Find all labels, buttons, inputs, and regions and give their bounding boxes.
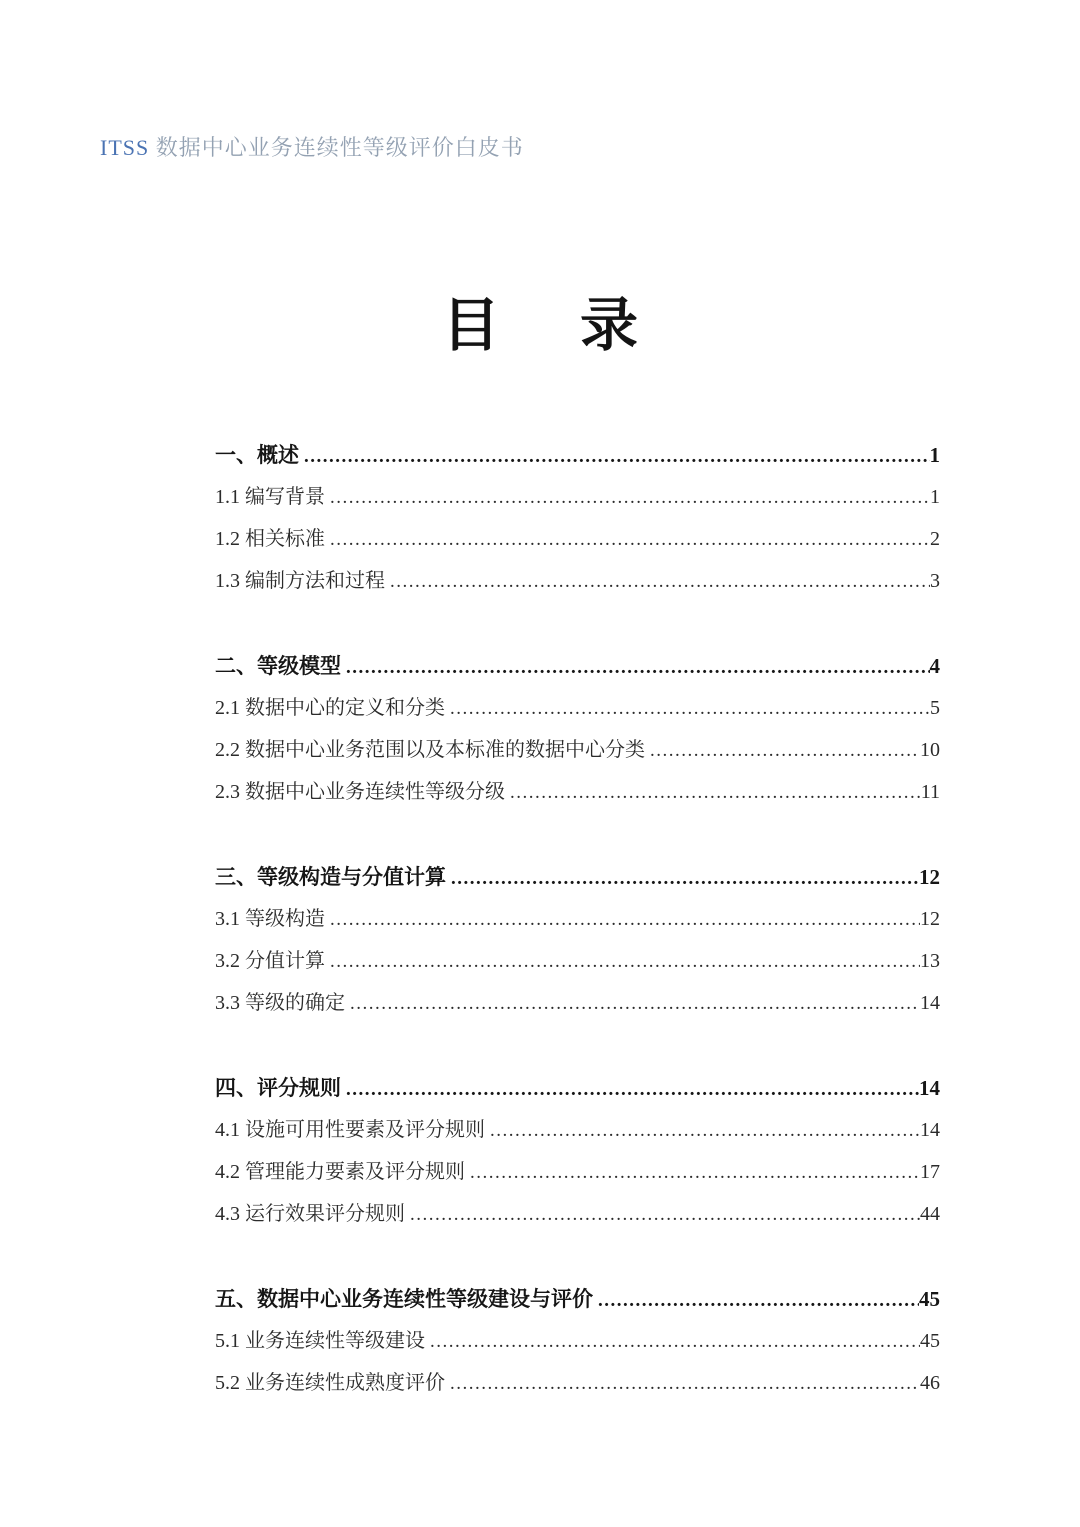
toc-entry-page: 45 bbox=[920, 1330, 940, 1352]
toc-entry-page: 14 bbox=[919, 1076, 940, 1100]
toc-entry-label: 三、等级构造与分值计算 bbox=[215, 865, 446, 889]
toc-entry[interactable] bbox=[215, 729, 940, 771]
toc-entry-page: 46 bbox=[920, 1372, 940, 1394]
toc-leader-dots bbox=[446, 858, 919, 900]
toc-entry[interactable] bbox=[215, 1067, 940, 1109]
toc-entry-label: 1.2 相关标准 bbox=[215, 528, 325, 550]
toc-leader-dots bbox=[385, 561, 930, 603]
toc-entry-label: 二、等级模型 bbox=[215, 654, 341, 678]
toc-entry-page: 3 bbox=[930, 570, 940, 592]
toc-entry[interactable] bbox=[215, 476, 940, 518]
document-header bbox=[100, 131, 524, 162]
toc-leader-dots bbox=[345, 983, 920, 1025]
toc-leader-dots bbox=[405, 1194, 920, 1236]
toc-entry-label: 2.1 数据中心的定义和分类 bbox=[215, 697, 445, 719]
toc-leader-dots bbox=[645, 730, 920, 772]
toc-entry-page: 12 bbox=[919, 865, 940, 889]
page-title-char-2: 录 bbox=[580, 293, 639, 358]
toc-entry[interactable] bbox=[215, 645, 940, 687]
toc-entry[interactable] bbox=[215, 1278, 940, 1320]
toc-entry-label: 4.3 运行效果评分规则 bbox=[215, 1203, 405, 1225]
toc-entry[interactable] bbox=[215, 856, 940, 898]
toc-entry-page: 13 bbox=[920, 950, 940, 972]
toc-entry[interactable] bbox=[215, 560, 940, 602]
table-of-contents bbox=[215, 434, 940, 1404]
toc-group bbox=[215, 1067, 940, 1235]
toc-entry[interactable] bbox=[215, 940, 940, 982]
toc-entry-label: 5.1 业务连续性等级建设 bbox=[215, 1330, 425, 1352]
toc-entry-label: 3.2 分值计算 bbox=[215, 950, 325, 972]
toc-leader-dots bbox=[341, 1069, 919, 1111]
toc-leader-dots bbox=[593, 1280, 919, 1322]
toc-leader-dots bbox=[485, 1110, 920, 1152]
header-doc-title: 数据中心业务连续性等级评价白皮书 bbox=[155, 135, 524, 160]
toc-entry[interactable] bbox=[215, 898, 940, 940]
toc-leader-dots bbox=[465, 1152, 920, 1194]
toc-entry-label: 五、数据中心业务连续性等级建设与评价 bbox=[215, 1287, 593, 1311]
toc-entry-page: 4 bbox=[929, 654, 940, 678]
toc-group bbox=[215, 645, 940, 813]
toc-leader-dots bbox=[445, 688, 930, 730]
toc-entry-label: 4.1 设施可用性要素及评分规则 bbox=[215, 1119, 485, 1141]
toc-entry[interactable] bbox=[215, 1362, 940, 1404]
toc-entry[interactable] bbox=[215, 771, 940, 813]
toc-entry[interactable] bbox=[215, 434, 940, 476]
toc-entry-label: 3.1 等级构造 bbox=[215, 908, 325, 930]
toc-entry-page: 14 bbox=[920, 992, 940, 1014]
toc-entry-page: 1 bbox=[929, 443, 940, 467]
toc-group bbox=[215, 434, 940, 602]
toc-group bbox=[215, 1278, 940, 1404]
toc-leader-dots bbox=[505, 772, 921, 814]
toc-entry-label: 一、概述 bbox=[215, 443, 299, 467]
toc-entry-page: 1 bbox=[930, 486, 940, 508]
toc-entry-label: 1.1 编写背景 bbox=[215, 486, 325, 508]
toc-entry-label: 2.2 数据中心业务范围以及本标准的数据中心分类 bbox=[215, 739, 645, 761]
toc-leader-dots bbox=[445, 1363, 920, 1405]
toc-entry-page: 44 bbox=[920, 1203, 940, 1225]
toc-entry-page: 14 bbox=[920, 1119, 940, 1141]
toc-entry-label: 1.3 编制方法和过程 bbox=[215, 570, 385, 592]
toc-entry-page: 17 bbox=[920, 1161, 940, 1183]
toc-entry-label: 5.2 业务连续性成熟度评价 bbox=[215, 1372, 445, 1394]
toc-entry[interactable] bbox=[215, 1109, 940, 1151]
toc-leader-dots bbox=[341, 647, 930, 689]
toc-leader-dots bbox=[325, 899, 920, 941]
toc-entry-page: 10 bbox=[920, 739, 940, 761]
toc-entry-label: 2.3 数据中心业务连续性等级分级 bbox=[215, 781, 505, 803]
toc-entry-page: 5 bbox=[930, 697, 940, 719]
toc-entry-label: 4.2 管理能力要素及评分规则 bbox=[215, 1161, 465, 1183]
toc-leader-dots bbox=[325, 477, 930, 519]
toc-entry[interactable] bbox=[215, 1320, 940, 1362]
toc-entry-page: 45 bbox=[919, 1287, 940, 1311]
toc-entry-label: 四、评分规则 bbox=[215, 1076, 341, 1100]
toc-entry[interactable] bbox=[215, 1193, 940, 1235]
toc-entry-page: 11 bbox=[920, 781, 940, 803]
page-title-char-1: 目 bbox=[441, 293, 500, 358]
toc-entry-label: 3.3 等级的确定 bbox=[215, 992, 345, 1014]
toc-entry-page: 2 bbox=[930, 528, 940, 550]
header-logo-text: ITSS bbox=[100, 135, 150, 160]
toc-leader-dots bbox=[425, 1321, 920, 1363]
page-title bbox=[0, 290, 1080, 362]
toc-entry-page: 12 bbox=[920, 908, 940, 930]
toc-entry[interactable] bbox=[215, 518, 940, 560]
toc-leader-dots bbox=[299, 436, 930, 478]
toc-leader-dots bbox=[325, 519, 930, 561]
toc-leader-dots bbox=[325, 941, 920, 983]
toc-entry[interactable] bbox=[215, 1151, 940, 1193]
toc-entry[interactable] bbox=[215, 687, 940, 729]
toc-entry[interactable] bbox=[215, 982, 940, 1024]
toc-group bbox=[215, 856, 940, 1024]
